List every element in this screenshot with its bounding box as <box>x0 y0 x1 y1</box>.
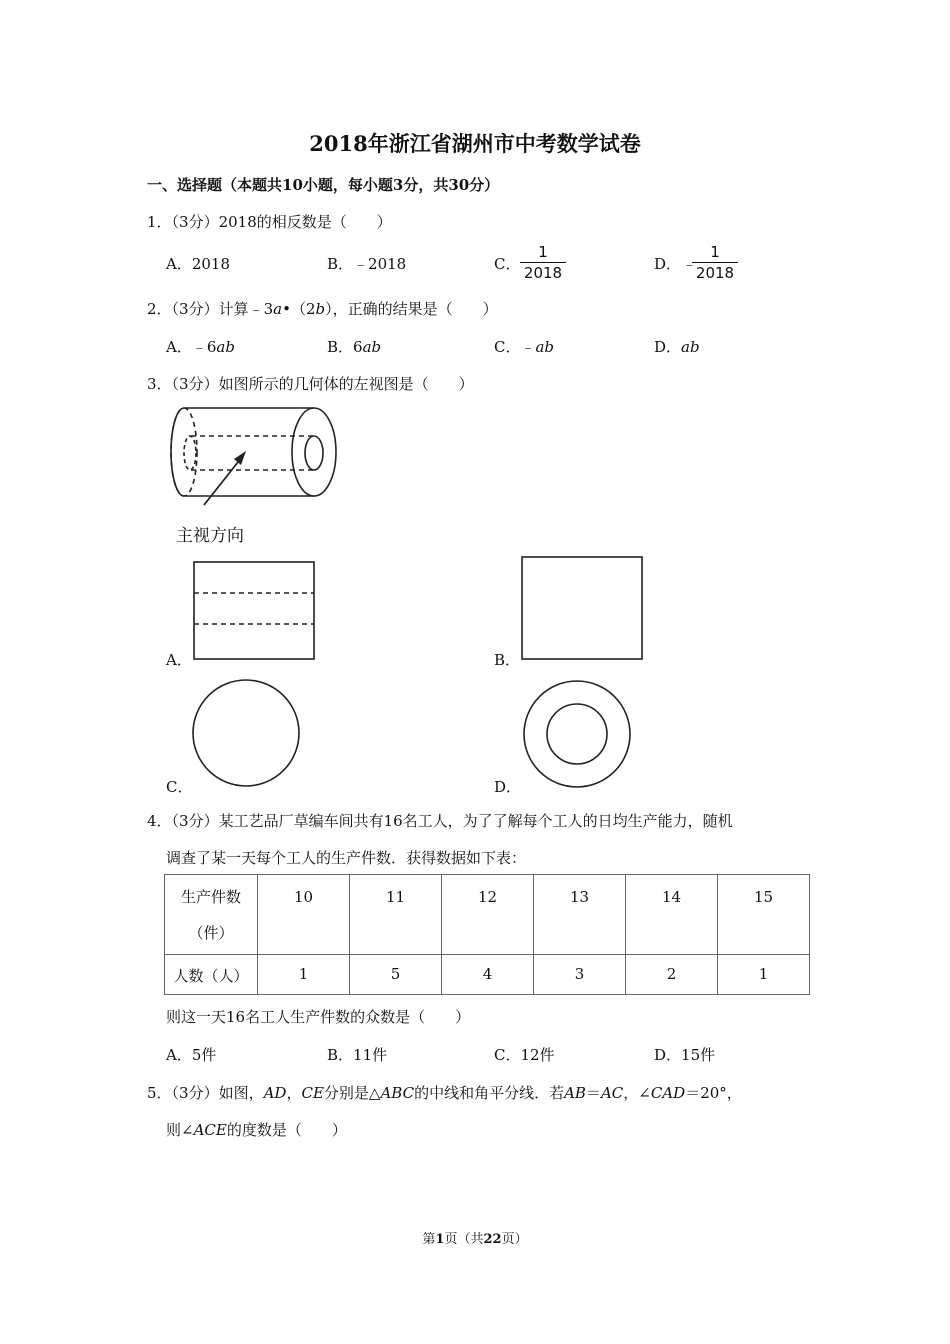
q5-text: 的中线和角平分线．若 <box>414 1084 565 1102</box>
production-data-table <box>164 874 810 995</box>
q5-var: CE <box>301 1084 324 1102</box>
q3-option-b-figure <box>521 556 643 661</box>
total-pages: 22 <box>483 1232 502 1247</box>
q1-option-d-label: D． <box>654 255 682 273</box>
option-var: ab <box>362 338 382 356</box>
page-number: 1 <box>435 1232 445 1247</box>
q5-var: CAD <box>650 1084 686 1102</box>
q3-option-d-figure <box>522 679 632 789</box>
q5-var: ABC <box>380 1084 415 1102</box>
q3-option-a-label: A． <box>166 651 192 669</box>
q1-option-c-fraction <box>520 243 566 282</box>
section-heading: 一、选择题（本题共10小题，每小题3分，共30分） <box>147 176 500 194</box>
q2-stem-text: 2．（3分）计算﹣3 <box>147 300 274 318</box>
table-cell: 4 <box>442 955 534 995</box>
q5-text: 分别是△ <box>323 1084 381 1102</box>
q1-option-d-sign: ﹣ <box>682 255 698 273</box>
fraction-numerator: 1 <box>710 243 720 261</box>
q5-var: AD <box>263 1084 287 1102</box>
footer-text: 页） <box>501 1232 528 1247</box>
q2-stem-text: ），正确的结果是（ ） <box>325 300 498 318</box>
figure-caption: 主视方向 <box>176 526 244 546</box>
q5-var: AB <box>564 1084 586 1102</box>
option-var: ab <box>681 338 700 356</box>
fraction-bar <box>520 262 566 263</box>
fraction-denominator: 2018 <box>695 264 735 282</box>
question-4-prompt: 则这一天16名工人生产件数的众数是（ ） <box>166 1008 471 1026</box>
q3-option-b-label: B． <box>494 651 521 669</box>
option-label: A．﹣6 <box>166 338 217 356</box>
table-cell: 1 <box>258 955 350 995</box>
question-1-stem: 1．（3分）2018的相反数是（ ） <box>147 213 392 231</box>
cylinder-front-ellipse <box>292 408 336 496</box>
table-header-cell <box>165 875 258 955</box>
question-5-stem-line-2 <box>166 1119 347 1140</box>
footer-text: 第 <box>422 1232 436 1247</box>
view-direction-arrow-head <box>234 451 246 465</box>
table-cell: 14 <box>626 875 718 955</box>
q4-option-c: C．12件 <box>494 1046 555 1064</box>
option-label: D． <box>654 338 682 356</box>
fraction-bar <box>692 262 738 263</box>
q2-option-c <box>494 336 554 357</box>
q5-text: ， <box>286 1084 302 1102</box>
q1-option-b: B．﹣2018 <box>327 255 407 273</box>
inner-circle <box>547 704 607 764</box>
square-outline <box>194 562 314 659</box>
option-var: ab <box>535 338 555 356</box>
header-line: （件） <box>188 924 234 942</box>
q4-option-d: D．15件 <box>654 1046 716 1064</box>
q3-option-d-label: D． <box>494 778 522 796</box>
question-4-stem-line-2: 调查了某一天每个工人的生产件数．获得数据如下表： <box>166 849 527 867</box>
option-label: B．6 <box>327 338 363 356</box>
hole-back-hidden-ellipse <box>184 436 196 470</box>
q2-stem-text: •（2 <box>282 300 316 318</box>
question-5-stem-line-1 <box>147 1082 742 1103</box>
q4-option-b: B．11件 <box>327 1046 388 1064</box>
q5-text: 则∠ <box>166 1121 194 1139</box>
table-row <box>165 955 810 995</box>
q2-var-a: a <box>273 300 283 318</box>
page-footer <box>0 1228 950 1247</box>
question-2-stem <box>147 298 498 319</box>
q5-text: 的度数是（ ） <box>226 1121 347 1139</box>
table-row <box>165 875 810 955</box>
question-3-stem: 3．（3分）如图所示的几何体的左视图是（ ） <box>147 375 474 393</box>
q5-var: AC <box>600 1084 624 1102</box>
q3-option-c-label: C． <box>166 778 193 796</box>
q1-option-c-label: C． <box>494 255 521 273</box>
option-var: ab <box>216 338 235 356</box>
q2-option-b <box>327 336 381 357</box>
circle-outline <box>193 680 299 786</box>
table-cell: 3 <box>534 955 626 995</box>
q3-option-c-figure <box>192 679 302 789</box>
q2-var-b: b <box>315 300 326 318</box>
q1-option-a: A．2018 <box>166 255 231 273</box>
q2-option-a <box>166 336 235 357</box>
q5-var: ACE <box>193 1121 227 1139</box>
table-cell: 5 <box>350 955 442 995</box>
q5-text: ，∠ <box>623 1084 651 1102</box>
q5-text: 5．（3分）如图， <box>147 1084 264 1102</box>
q4-option-a: A．5件 <box>166 1046 217 1064</box>
q2-option-d <box>654 336 700 357</box>
fraction-denominator: 2018 <box>523 264 563 282</box>
page-title: 2018年浙江省湖州市中考数学试卷 <box>309 131 641 156</box>
table-cell: 13 <box>534 875 626 955</box>
question-4-stem-line-1: 4．（3分）某工艺品厂草编车间共有16名工人，为了了解每个工人的日均生产能力，随机 <box>147 812 733 830</box>
cylinder-back-arc <box>171 408 184 496</box>
cylinder-hole-ellipse <box>305 436 323 470</box>
q5-text: ＝20°， <box>685 1084 742 1102</box>
table-cell: 15 <box>718 875 810 955</box>
outer-circle <box>524 681 630 787</box>
table-cell: 1 <box>718 955 810 995</box>
table-cell: 2 <box>626 955 718 995</box>
hollow-cylinder-figure <box>164 405 344 510</box>
view-direction-arrow-shaft <box>204 457 242 505</box>
square-outline <box>522 557 642 659</box>
footer-text: 页（共 <box>444 1232 484 1247</box>
fraction-numerator: 1 <box>538 243 548 261</box>
option-label: C．﹣ <box>494 338 536 356</box>
table-cell: 11 <box>350 875 442 955</box>
table-cell: 10 <box>258 875 350 955</box>
table-header-cell: 人数（人） <box>165 955 258 995</box>
q3-option-a-figure <box>193 561 315 661</box>
table-cell: 12 <box>442 875 534 955</box>
q1-option-d-fraction <box>692 243 738 282</box>
header-line: 生产件数 <box>180 888 241 906</box>
q5-text: ＝ <box>585 1084 601 1102</box>
